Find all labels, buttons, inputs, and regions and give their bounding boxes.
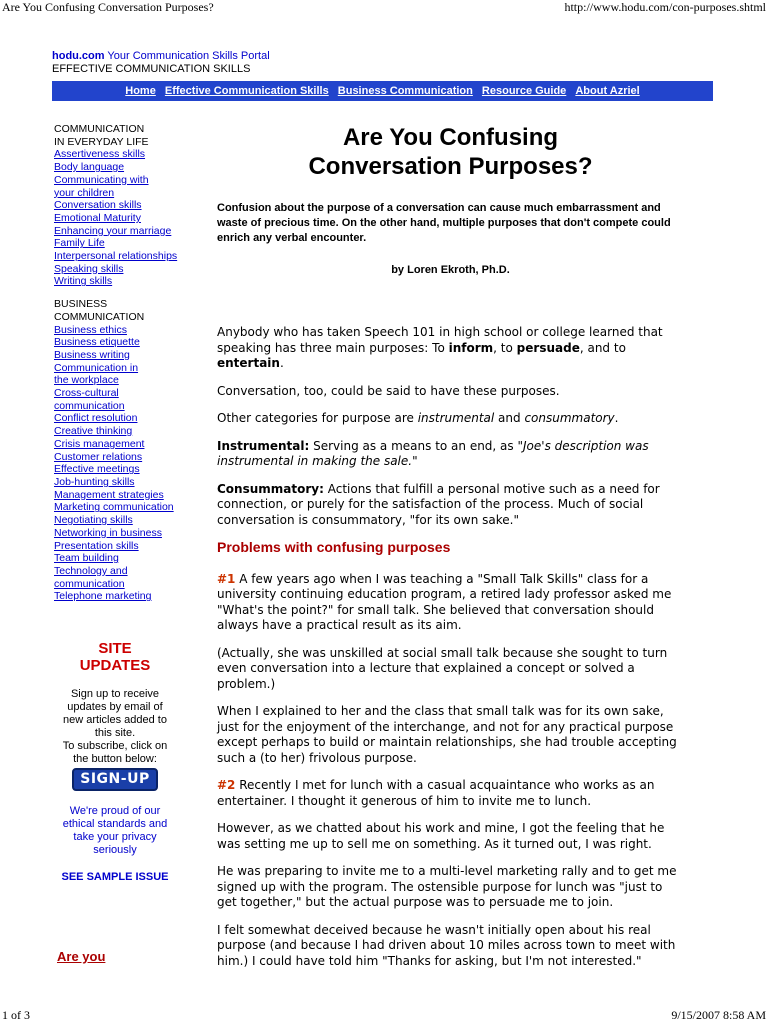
sidebar-link[interactable]: communication (54, 577, 125, 590)
privacy-link[interactable]: ethical standards and (62, 818, 168, 830)
sidebar-category-business-2: COMMUNICATION (54, 310, 145, 323)
paragraph: He was preparing to invite me to a multi-level marketing rally and to get me signed up with the program. The ostensible purpose for lunch was "just to get together," but the actual purpose was to persuade me to join. (217, 864, 677, 909)
article (217, 123, 684, 981)
updates-line: new articles added to (63, 714, 167, 726)
sidebar-link[interactable]: Emotional Maturity (54, 211, 141, 224)
nav-about[interactable]: About Azriel (575, 85, 640, 97)
print-header (0, 0, 768, 16)
updates-line: the button below: (73, 753, 157, 765)
sidebar-link[interactable]: Business etiquette (54, 336, 140, 349)
sidebar-link[interactable]: Business ethics (54, 323, 127, 336)
sidebar-link[interactable]: Networking in business (54, 526, 162, 539)
privacy-link-block (54, 805, 176, 857)
sidebar-link[interactable]: Job-hunting skills (54, 475, 135, 488)
brand-section: EFFECTIVE COMMUNICATION SKILLS (52, 63, 251, 75)
sidebar-link[interactable]: Negotiating skills (54, 514, 133, 527)
sidebar-link[interactable]: Cross-cultural (54, 387, 119, 400)
updates-text (54, 688, 176, 791)
nav-home[interactable]: Home (125, 85, 156, 97)
article-title-line-2: Conversation Purposes? (308, 153, 593, 180)
paragraph: When I explained to her and the class that small talk was for its own sake, just for the enjoyment of the interchange, and not for any practical purpose except perhaps to build or maintain relationships, she had trouble accepting such a (to her) frivolous purpose. (217, 704, 677, 765)
sidebar-category-everyday-2: IN EVERYDAY LIFE (54, 135, 149, 148)
sidebar-link[interactable]: Presentation skills (54, 539, 139, 552)
signup-button[interactable]: SIGN-UP (72, 768, 157, 791)
article-title (217, 123, 684, 181)
sidebar-link[interactable]: your children (54, 186, 115, 199)
sidebar-link[interactable]: Telephone marketing (54, 590, 152, 603)
sidebar-link[interactable]: Assertiveness skills (54, 148, 146, 161)
article-title-line-1: Are You Confusing (342, 124, 559, 151)
sidebar-link[interactable]: Management strategies (54, 488, 164, 501)
print-url: http://www.hodu.com/con-purposes.shtml (564, 0, 766, 14)
updates-line: To subscribe, click on (62, 740, 168, 752)
updates-title-2: UPDATES (79, 657, 151, 674)
section-heading: Problems with confusing purposes (217, 539, 451, 555)
paragraph: Instrumental: Serving as a means to an end, as "Joe's description was instrumental in making the sale." (217, 438, 649, 468)
site-brand (52, 50, 713, 76)
sidebar-link[interactable]: Team building (54, 552, 119, 565)
sidebar-link[interactable]: communication (54, 399, 125, 412)
updates-line: updates by email of (67, 701, 163, 713)
nav-resource-guide[interactable]: Resource Guide (481, 85, 567, 97)
sidebar-link[interactable]: Writing skills (54, 275, 113, 288)
paragraph: #2 Recently I met for lunch with a casual acquaintance who works as an entertainer. I thought it generous of him to invite me to lunch. (217, 778, 655, 808)
sidebar-link[interactable]: Crisis management (54, 437, 145, 450)
page-number: 1 of 3 (2, 1008, 30, 1022)
sidebar-link[interactable]: Interpersonal relationships (54, 250, 178, 263)
sidebar-link[interactable]: Creative thinking (54, 425, 133, 438)
sidebar-link[interactable]: the workplace (54, 374, 119, 387)
sidebar-link[interactable]: Speaking skills (54, 262, 124, 275)
updates-line: this site. (94, 727, 136, 739)
print-footer (0, 1008, 768, 1024)
sidebar-link[interactable]: Communicating with (54, 173, 149, 186)
sidebar-link[interactable]: Communication in (54, 361, 139, 374)
sidebar-link[interactable]: Customer relations (54, 450, 143, 463)
print-title: Are You Confusing Conversation Purposes? (2, 0, 214, 14)
paragraph: I felt somewhat deceived because he wasn't initially open about his real purpose (and because I had driven about 10 miles across town to meet with him.) I could have told him "Thanks for asking, but I'm not interested." (217, 922, 676, 968)
privacy-link[interactable]: take your privacy (73, 831, 157, 843)
paragraph: Conversation, too, could be said to have these purposes. (217, 383, 560, 398)
article-body (217, 325, 684, 969)
sidebar-link[interactable]: Effective meetings (54, 463, 140, 476)
paragraph: Anybody who has taken Speech 101 in high school or college learned that speaking has three main purposes: To inform, to persuade, and to entertain. (217, 325, 663, 370)
site-updates (54, 640, 176, 883)
sidebar-category-everyday: COMMUNICATION (54, 123, 145, 135)
sidebar-link[interactable]: Conversation skills (54, 199, 142, 212)
article-byline: by Loren Ekroth, Ph.D. (391, 264, 510, 276)
sample-issue-link[interactable]: SEE SAMPLE ISSUE (61, 871, 169, 883)
privacy-link[interactable]: seriously (93, 844, 137, 856)
sidebar-category-business: BUSINESS (54, 298, 108, 311)
privacy-link[interactable]: We're proud of our (69, 805, 161, 817)
sidebar-link[interactable]: Body language (54, 161, 125, 174)
sidebar (54, 123, 194, 603)
sidebar-link[interactable]: Marketing communication (54, 501, 174, 514)
paragraph: (Actually, she was unskilled at social small talk because she sought to turn even conversation into a lecture that explained a concept or solved a problem.) (217, 645, 668, 691)
brand-name[interactable]: hodu.com (52, 50, 105, 62)
top-nav (52, 81, 713, 101)
brand-tagline: Your Communication Skills Portal (107, 50, 270, 62)
sidebar-link[interactable]: Enhancing your marriage (54, 224, 172, 237)
nav-business-communication[interactable]: Business Communication (337, 85, 473, 97)
paragraph: #1 A few years ago when I was teaching a "Small Talk Skills" class for a university continuing education program, a retired lady professor asked me "What's the point?" for small talk. She believed that conversation should always have a practical result as its aim. (217, 571, 672, 632)
sidebar-link[interactable]: Business writing (54, 348, 130, 361)
sidebar-link[interactable]: Conflict resolution (54, 412, 138, 425)
updates-title-1: SITE (98, 640, 132, 657)
sidebar-link[interactable]: Technology and (54, 564, 128, 577)
sample-issue (54, 871, 176, 883)
paragraph: However, as we chatted about his work and mine, I got the feeling that he was setting me up to sell me on something. As it turned out, I was right. (217, 821, 665, 851)
nav-effective-communication[interactable]: Effective Communication Skills (164, 85, 329, 97)
are-you-link[interactable]: Are you (57, 949, 106, 964)
print-datetime: 9/15/2007 8:58 AM (671, 1008, 766, 1022)
paragraph: Other categories for purpose are instrumental and consummatory. (217, 411, 619, 425)
article-lede: Confusion about the purpose of a conversation can cause much embarrassment and waste of precious time. On the other hand, multiple purposes that don't compete could enrich any verbal encounter. (217, 202, 671, 244)
paragraph: Consummatory: Actions that fulfill a personal motive such as a need for connection, or purely for the satisfaction of the process. Much of social conversation is consummatory, "for its own sake." (217, 481, 660, 527)
updates-line: Sign up to receive (70, 688, 160, 700)
sidebar-link[interactable]: Family Life (54, 237, 105, 250)
